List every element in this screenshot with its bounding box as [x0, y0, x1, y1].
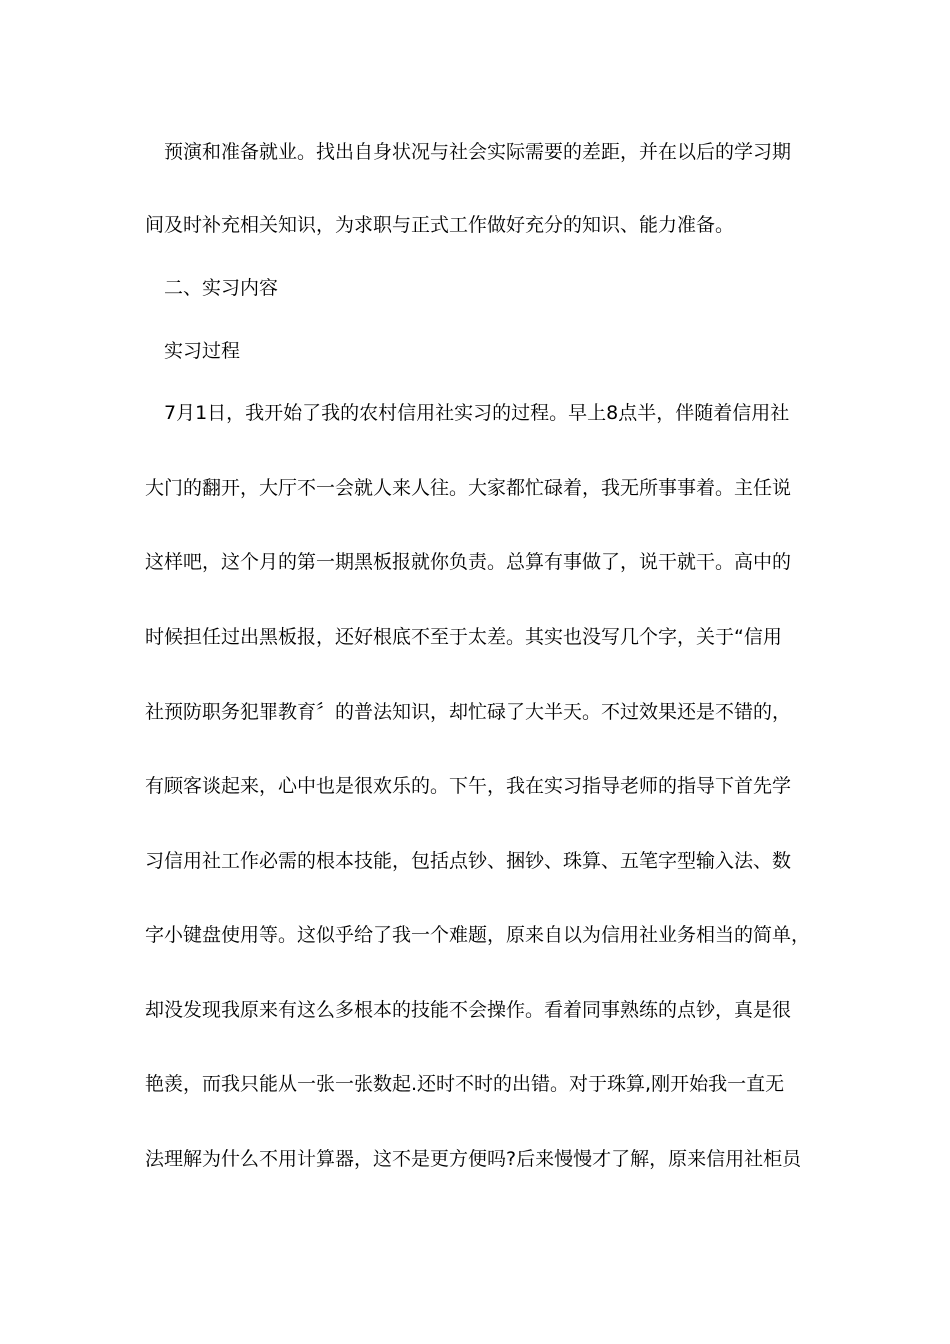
paragraph-line: 社预防职务犯罪教育〞的普法知识，却忙碌了大半天。不过效果还是不错的， [145, 701, 792, 723]
paragraph-line: 艳羡，而我只能从一张一张数起.还时不时的出错。对于珠算,刚开始我一直无 [145, 1073, 785, 1095]
paragraph-line: 习信用社工作必需的根本技能，包括点钞、捆钞、珠算、五笔字型输入法、数 [145, 850, 792, 872]
paragraph-line: 法理解为什么不用计算器，这不是更方便吗?后来慢慢才了解，原来信用社柜员 [145, 1148, 802, 1170]
paragraph-line: 7月1日，我开始了我的农村信用社实习的过程。早上8点半，伴随着信用社 [164, 402, 790, 424]
paragraph-line: 这样吧，这个月的第一期黑板报就你负责。总算有事做了，说干就干。高中的 [145, 551, 792, 573]
paragraph-line: 时候担任过出黑板报，还好根底不至于太差。其实也没写几个字，关于“信用 [145, 626, 782, 648]
subsection-heading: 实习过程 [164, 340, 241, 362]
paragraph-line: 却没发现我原来有这么多根本的技能不会操作。看着同事熟练的点钞，真是很 [145, 999, 792, 1021]
paragraph-line: 预演和准备就业。找出自身状况与社会实际需要的差距，并在以后的学习期 [164, 141, 792, 163]
paragraph-line: 字小键盘使用等。这似乎给了我一个难题，原来自以为信用社业务相当的简单， [145, 924, 811, 946]
paragraph-line: 大门的翻开，大厅不一会就人来人往。大家都忙碌着，我无所事事着。主任说 [145, 477, 792, 499]
paragraph-line: 间及时补充相关知识，为求职与正式工作做好充分的知识、能力准备。 [145, 214, 735, 236]
paragraph-line: 有顾客谈起来，心中也是很欢乐的。下午，我在实习指导老师的指导下首先学 [145, 775, 792, 797]
section-heading: 二、实习内容 [164, 277, 279, 299]
